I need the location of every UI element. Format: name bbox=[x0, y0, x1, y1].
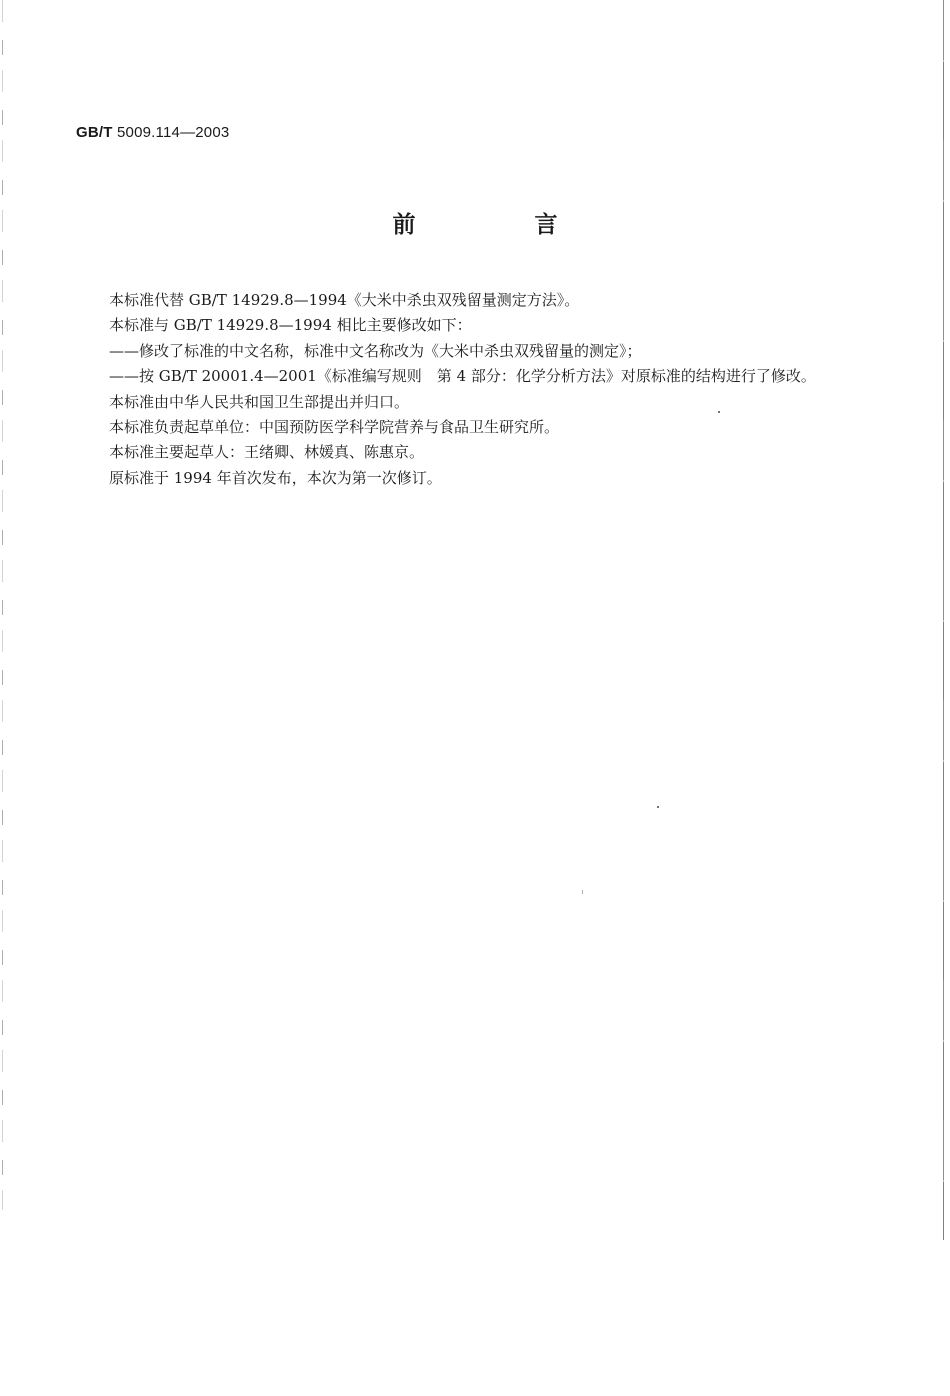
standard-number: 5009.114—2003 bbox=[117, 124, 230, 141]
paragraph-replaces: 本标准代替 GB/T 14929.8—1994《大米中杀虫双残留量测定方法》。 bbox=[109, 291, 580, 309]
standard-code-header bbox=[76, 124, 229, 141]
standard-prefix: GB/T bbox=[76, 124, 113, 141]
paragraph-history: 原标准于 1994 年首次发布，本次为第一次修订。 bbox=[109, 468, 442, 487]
scan-edge-left bbox=[2, 0, 3, 1210]
list-item-name-change: ——修改了标准的中文名称，标准中文名称改为《大米中杀虫双残留量的测定》； bbox=[109, 341, 642, 360]
paragraph-drafters: 本标准主要起草人：王绪卿、林媛真、陈惠京。 bbox=[109, 443, 425, 462]
paragraph-changes-intro: 本标准与 GB/T 14929.8—1994 相比主要修改如下： bbox=[109, 316, 472, 335]
scan-speck bbox=[718, 411, 720, 413]
scan-speck bbox=[657, 806, 659, 808]
list-item-structure-change: ——按 GB/T 20001.4—2001《标准编写规则 第 4 部分：化学分析方法》对原标准的结构进行了修改。 bbox=[109, 367, 816, 386]
page-title: 前 言 bbox=[392, 212, 606, 238]
scan-edge-right bbox=[943, 0, 944, 1240]
scan-speck bbox=[582, 890, 583, 894]
foreword-body bbox=[109, 288, 849, 491]
paragraph-proposed-by: 本标准由中华人民共和国卫生部提出并归口。 bbox=[109, 392, 410, 411]
paragraph-drafting-unit: 本标准负责起草单位：中国预防医学科学院营养与食品卫生研究所。 bbox=[109, 418, 560, 437]
